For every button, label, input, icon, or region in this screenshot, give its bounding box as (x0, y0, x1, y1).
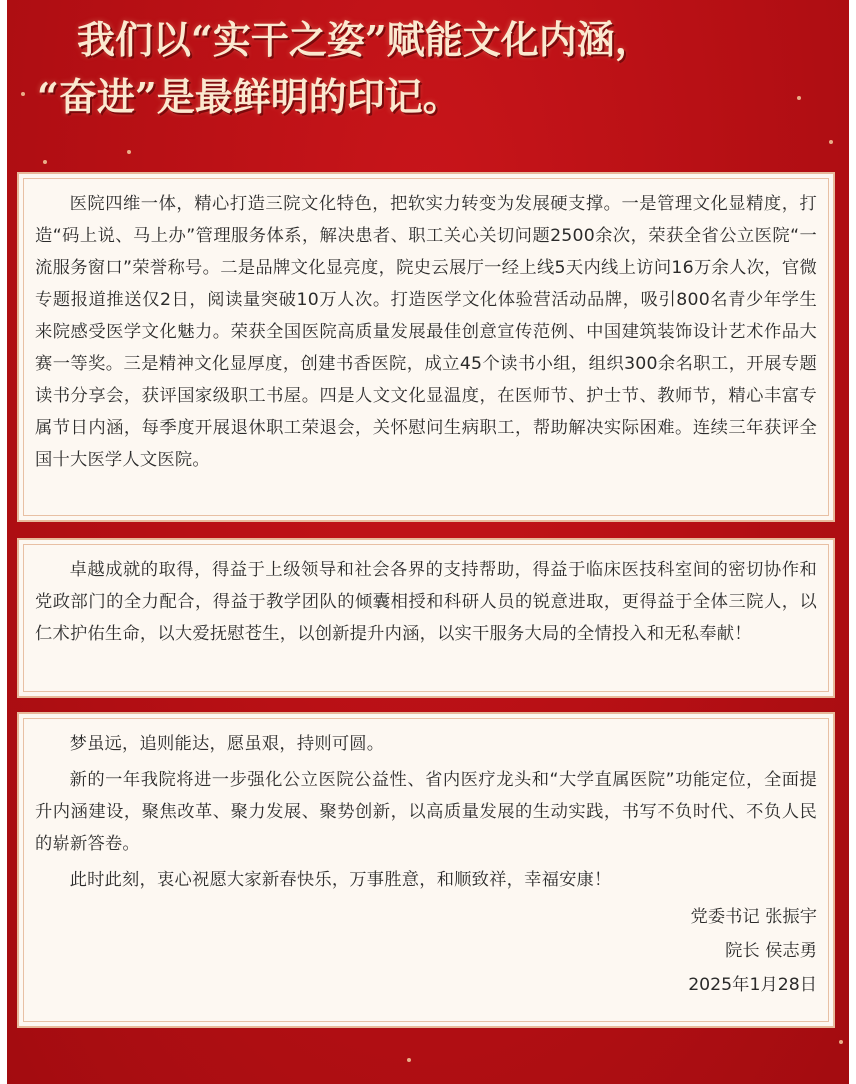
red-background (7, 0, 849, 1084)
signature-secretary: 党委书记 张振宇 (690, 907, 817, 927)
sparkle-decoration (829, 140, 833, 144)
sparkle-decoration (43, 160, 47, 164)
paragraph: 医院四维一体，精心打造三院文化特色，把软实力转变为发展硬支撑。一是管理文化显精度，打造“码上说、马上办”管理服务体系，解决患者、职工关心关切问题2500余次，荣获全省公立医院“一流服务窗口”荣誉称号。二是品牌文化显亮度，院史云展厅一经上线5天内线上访问16万余人次，官微专题报道推送仅2日，阅读量突破10万人次。打造医学文化体验营活动品牌，吸引800名青少年学生来院感受医学文化魅力。荣获全国医院高质量发展最佳创意宣传范例、中国建筑装饰设计艺术作品大赛一等奖。三是精神文化显厚度，创建书香医院，成立45个读书小组，组织300余名职工，开展专题读书分享会，获评国家级职工书屋。四是人文文化显温度，在医师节、护士节、教师节，精心丰富专属节日内涵，每季度开展退休职工荣退会，关怀慰问生病职工，帮助解决实际困难。连续三年获评全国十大医学人文医院。 (35, 194, 817, 470)
sparkle-decoration (839, 1040, 843, 1044)
paragraph: 新的一年我院将进一步强化公立医院公益性、省内医疗龙头和“大学直属医院”功能定位，全面提升内涵建设，聚焦改革、聚力发展、聚势创新，以高质量发展的生动实践，书写不负时代、不负人民的崭新答卷。 (35, 770, 817, 854)
sparkle-decoration (127, 150, 131, 154)
acknowledgement-card (17, 538, 835, 698)
headline-line-1: 我们以“实干之姿”赋能文化内涵， (77, 17, 653, 62)
page-headline (7, 12, 849, 126)
sparkle-decoration (407, 1058, 411, 1062)
culture-achievements-card (17, 172, 835, 522)
paragraph: 此时此刻，衷心祝愿大家新春快乐，万事胜意，和顺致祥，幸福安康！ (69, 870, 612, 890)
paragraph: 卓越成就的取得，得益于上级领导和社会各界的支持帮助，得益于临床医技科室间的密切协作和党政部门的全力配合，得益于教学团队的倾囊相授和科研人员的锐意进取，更得益于全体三院人，以仁术护佑生命，以大爱抚慰苍生，以创新提升内涵，以实干服务大局的全情投入和无私奉献！ (35, 560, 817, 644)
paragraph: 梦虽远，追则能达，愿虽艰，持则可圆。 (69, 734, 385, 754)
headline-line-2: “奋进”是最鲜明的印记。 (37, 74, 461, 119)
signature-date: 2025年1月28日 (688, 975, 817, 995)
new-year-message-card (17, 712, 835, 1028)
signature-president: 院长 侯志勇 (725, 941, 817, 961)
